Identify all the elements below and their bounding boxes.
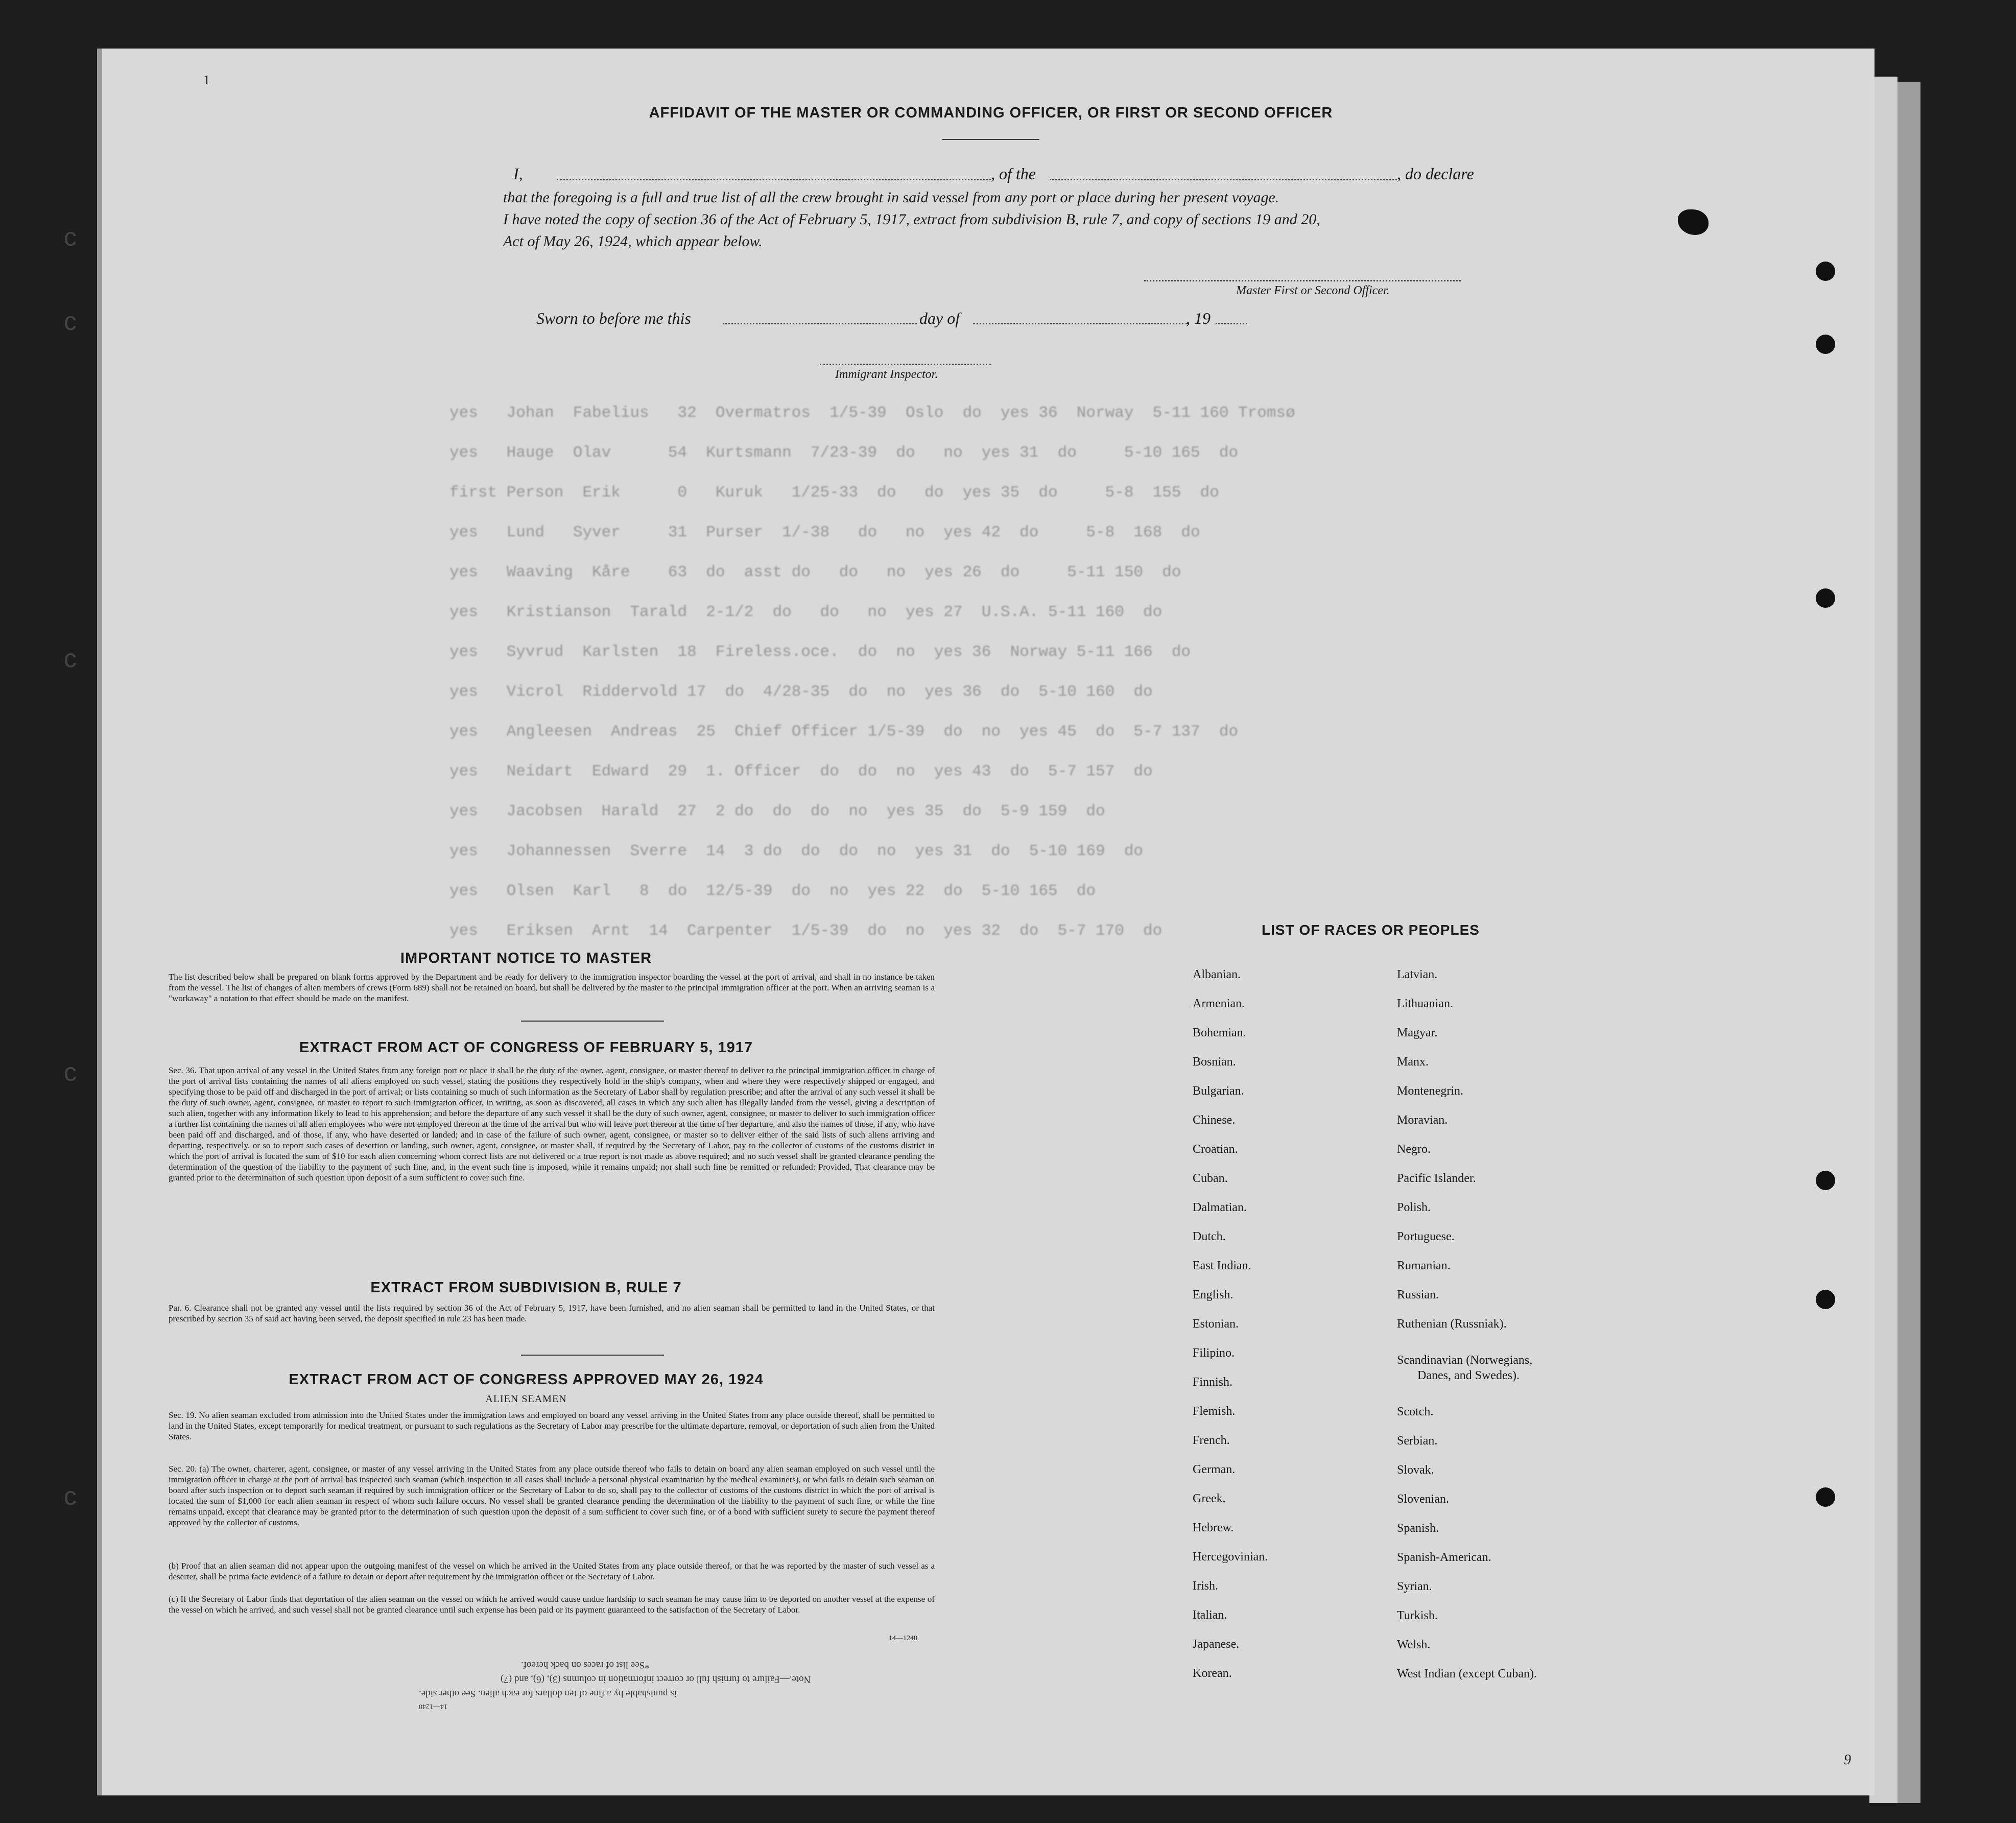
binder-clip-icon: c [64,644,77,673]
race-item: Magyar. [1397,1026,1438,1039]
form-number: 14—1240 [889,1635,917,1642]
notice-title: IMPORTANT NOTICE TO MASTER [400,950,652,966]
race-item: Portuguese. [1397,1230,1455,1243]
notice-body: The list described below shall be prepared on blank forms approved by the Department and be ready for delivery to the immigration inspector boarding the vessel at the port of arrival, and shall in no instance be taken from the vessel. The list of changes of alien members of crews (Form 689) shall not be retained on board, but shall be delivered by the master to the principal immigration officer at the port. When an arriving seaman is a "workaway" a notation to that effect should be made on the manifest. [169,972,935,1003]
race-item: Russian. [1397,1288,1439,1301]
rule7-divider [521,1355,664,1356]
race-item: Bulgarian. [1193,1084,1244,1098]
race-item: Armenian. [1193,997,1245,1010]
page-edge-shadow [1898,82,1920,1803]
race-item: Flemish. [1193,1405,1236,1418]
punch-hole [1816,588,1835,608]
race-item: Bosnian. [1193,1055,1236,1069]
binder-clip-icon: c [64,307,77,336]
extract-1917-title: EXTRACT FROM ACT OF CONGRESS OF FEBRUARY 5, 1917 [299,1039,753,1056]
i-label: I, [513,164,523,183]
reverse-note-4: 14—1240 [419,1702,447,1710]
race-item: Chinese. [1193,1114,1236,1127]
punch-hole [1816,335,1835,354]
race-item: Spanish-American. [1397,1551,1491,1564]
race-item: French. [1193,1434,1230,1447]
vessel-name-field[interactable] [1050,179,1397,180]
officer-name-field[interactable] [557,179,991,180]
race-item: Spanish. [1397,1522,1439,1535]
race-item: Serbian. [1397,1434,1438,1448]
reverse-note-2: Note.—Failure to furnish full or correct information in columns (3), (6), and (7) [501,1674,811,1685]
race-item: West Indian (except Cuban). [1397,1667,1537,1680]
of-the-label: , of the [991,164,1036,183]
race-item: Estonian. [1193,1317,1239,1331]
punch-hole [1816,1487,1835,1507]
race-item: Pacific Islander. [1397,1172,1476,1185]
binder-clip-icon: c [64,223,77,251]
title-underline [942,139,1039,140]
notice-divider [521,1021,664,1022]
race-item: Latvian. [1397,968,1438,981]
race-item: Irish. [1193,1579,1218,1593]
race-item: Bohemian. [1193,1026,1246,1039]
extract-1924-sec20a: Sec. 20. (a) The owner, charterer, agent, consignee, or master of any vessel arriving in the United States from any place outside thereof who fails to detain on board any alien seaman employed on such vessel until the immigration officer in charge at the port of arrival has inspected such seaman (which inspection in all cases shall include a personal physical examination by the medical examiners), or who fails to detain such seaman on board after such inspection or to deport such seaman if required by such immigration officer or the Secretary of Labor to do so, shall pay to the collector of customs of the customs district in which the port of arrival is located the sum of $1,000 for each alien seaman in respect of whom such failure occurs. No vessel shall be granted clearance pending the determination of the liability to the payment of such fine, or while the fine remains unpaid, except that clearance may be granted prior to the determination of such question upon the deposit of a sum sufficient to cover such fine, or of a bond with sufficient surety to secure the payment thereof approved by the collector of customs. [169,1464,935,1527]
bleed-through-rows: yes Johan Fabelius 32 Overmatros 1/5-39 Oslo do yes 36 Norway 5-11 160 Tromsø yes Hauge Olav 54 Kurtsmann 7/23-39 do no yes 31 do 5-10 165 do first Person Erik 0 Kuruk 1/25-33 do do yes 35 do 5-8 155 do yes Lund Syver 31 Purser 1/-38 do no yes 42 do 5-8 168 do yes Waaving Kåre 63 do asst do do no yes 26 do 5-11 150 do yes Kristianson Tarald 2-1/2 do do no yes 27 U.S.A. 5-11 160 do yes Syvrud Karlsten 18 Fireless.oce. do no yes 36 Norway 5-11 166 do yes Vicrol Riddervold 17 do 4/28-35 do no yes 36 do 5-10 160 do yes Angleesen Andreas 25 Chief Officer 1/5-39 do no yes 45 do 5-7 137 do yes Neidart Edward 29 1. Officer do do no yes 43 do 5-7 157 do yes Jacobsen Harald 27 2 do do do no yes 35 do 5-9 159 do yes Johannessen Sverre 14 3 do do do no yes 31 do 5-10 169 do yes Olsen Karl 8 do 12/5-39 do no yes 22 do 5-10 165 do yes Eriksen Arnt 14 Carpenter 1/5-39 do no yes 32 do 5-7 170 do [449,404,1295,940]
declaration-line-1: that the foregoing is a full and true list of all the crew brought in said vessel from any port or place during her present voyage. [503,189,1279,206]
race-item: Moravian. [1397,1114,1448,1127]
reverse-note-1: *See list of races on back hereof. [521,1660,650,1670]
binder-clip-icon: c [64,1482,77,1510]
race-item: Rumanian. [1397,1259,1451,1272]
race-item: Dutch. [1193,1230,1226,1243]
extract-1924-sec19: Sec. 19. No alien seaman excluded from admission into the United States under the immigration laws and employed on board any vessel arriving in the United States from any place outside thereof, shall be permitted to land in the United States, except temporarily for medical treatment, or pursuant to such regulations as the Secretary of Labor may prescribe for the ultimate departure, removal, or deportation of such alien from the United States. [169,1410,935,1441]
race-item: Finnish. [1193,1376,1233,1389]
race-item: Slovenian. [1397,1493,1449,1506]
punch-hole [1816,1290,1835,1309]
race-item: Polish. [1397,1201,1431,1214]
race-item: Hercegovinian. [1193,1550,1268,1564]
race-item: German. [1193,1463,1236,1476]
punch-hole [1816,262,1835,281]
extract-1917-body: Sec. 36. That upon arrival of any vessel in the United States from any foreign port or place it shall be the duty of the owner, agent, consignee, or master thereof to deliver to the principal immigration officer in charge of the port of arrival lists containing the names of all aliens employed on such vessel, stating the positions they respectively hold in the ship's company, when and where they were respectively shipped or engaged, and specifying those to be paid off and discharged in the port of arrival; or lists containing so much of such information as the Secretary of Labor shall by regulation prescribe; and after the arrival of any such vessel it shall be the duty of such owner, agent, consignee, or master to report to such immigration officer, in writing, as soon as discovered, all cases in which any such alien has illegally landed from the vessel, giving a description of such alien, together with any information likely to lead to his apprehension; and before the departure of any such vessel it shall be the duty of such owner, agent, consignee, or master to deliver to such immigration officer a further list containing the names of all alien employees who were not employed thereon at the time of the arrival but who will leave port thereon at the time of her departure, and also the names of those, if any, who have been paid off and discharged, and of those, if any, who have deserted or landed; and in case of the failure of such owner, agent, consignee, or master so to deliver either of the said lists of such aliens arriving and departing, respectively, or so to report such cases of desertion or landing, such owner, agent, consignee, or master shall, if required by the Secretary of Labor, pay to the collector of customs of the customs district in which the port of arrival is located the sum of $10 for each alien concerning whom correct lists are not delivered or a true report is not made as above required; and no such vessel shall be granted clearance pending the determination of the question of the liability to the payment of such fine, and, in the event such fine is imposed, while it remains unpaid; nor shall such fine be remitted or refunded: Provided, That clearance may be granted prior to the determination of such question upon deposit of a sum sufficient to cover such fine. [169,1066,935,1182]
extract-1924-sec20c: (c) If the Secretary of Labor finds that deportation of the alien seaman on the vessel on which he arrived would cause undue hardship to such seaman he may cause him to be deported on another vessel at the expense of the vessel on which he arrived, and such vessel shall not be granted clearance until such expense has been paid or its payment guaranteed to the satisfaction of the Secretary of Labor. [169,1594,935,1615]
race-item: Scandinavian (Norwegians, [1397,1354,1533,1367]
inspector-label: Immigrant Inspector. [835,368,938,381]
race-item: Montenegrin. [1397,1084,1463,1098]
sworn-year-field[interactable] [1216,323,1247,324]
race-item: Turkish. [1397,1609,1438,1622]
race-item: Filipino. [1193,1346,1235,1360]
race-item: Korean. [1193,1667,1232,1680]
race-item: Italian. [1193,1608,1227,1622]
day-of-label: day of [919,309,960,327]
affidavit-title: AFFIDAVIT OF THE MASTER OR COMMANDING OFFICER, OR FIRST OR SECOND OFFICER [649,105,1333,121]
races-title: LIST OF RACES OR PEOPLES [1262,922,1480,938]
page-corner-number: 1 [203,73,210,87]
race-item: Negro. [1397,1143,1431,1156]
master-signature-label: Master First or Second Officer. [1236,284,1390,297]
master-signature-field[interactable] [1144,280,1461,281]
race-item: Hebrew. [1193,1521,1234,1534]
declaration-line-2: I have noted the copy of section 36 of the Act of February 5, 1917, extract from subdivision B, rule 7, and copy of sections 19 and 20, [503,211,1320,228]
race-item: Japanese. [1193,1638,1240,1651]
race-item: Cuban. [1193,1172,1228,1185]
race-item: Scotch. [1397,1405,1434,1418]
race-item: Syrian. [1397,1580,1432,1593]
race-item: Dalmatian. [1193,1201,1247,1214]
race-item: East Indian. [1193,1259,1251,1272]
race-item: Greek. [1193,1492,1226,1505]
year-label: , 19 [1186,309,1211,327]
inspector-signature-field[interactable] [820,364,991,365]
reverse-note-3: is punishable by a fine of ten dollars for each alien. See other side. [419,1688,677,1699]
extract-1924-title: EXTRACT FROM ACT OF CONGRESS APPROVED MAY 26, 1924 [289,1371,764,1388]
extract-rule7-title: EXTRACT FROM SUBDIVISION B, RULE 7 [370,1280,682,1296]
sworn-day-field[interactable] [723,323,917,324]
extract-1924-subtitle: ALIEN SEAMEN [485,1393,567,1405]
race-item: English. [1193,1288,1234,1301]
page-number: 9 [1844,1752,1851,1768]
race-item: Danes, and Swedes). [1417,1369,1520,1382]
race-item: Manx. [1397,1055,1429,1069]
race-item: Welsh. [1397,1638,1431,1651]
race-item: Lithuanian. [1397,997,1453,1010]
race-item: Slovak. [1397,1463,1434,1477]
do-declare-label: , do declare [1397,164,1474,183]
race-item: Ruthenian (Russniak). [1397,1317,1507,1331]
sworn-month-field[interactable] [973,323,1188,324]
extract-1924-sec20b: (b) Proof that an alien seaman did not appear upon the outgoing manifest of the vessel on which he arrived in the United States from any place outside thereof, or that he was reported by the master of such vessel as a deserter, shall be prima facie evidence of a failure to detain or deport after requirement by the immigration officer or the Secretary of Labor. [169,1561,935,1581]
race-item: Croatian. [1193,1143,1238,1156]
race-item: Albanian. [1193,968,1241,981]
declaration-line-3: Act of May 26, 1924, which appear below. [503,233,763,250]
sworn-label: Sworn to before me this [536,309,691,327]
extract-rule7-body: Par. 6. Clearance shall not be granted any vessel until the lists required by section 36 of the Act of February 5, 1917, have been furnished, and no alien seaman shall be permitted to land in the United States, or that prescribed by section 35 of said act having been served, the deposit specified in rule 23 has been made. [169,1303,935,1323]
binder-clip-icon: c [64,1058,77,1086]
punch-hole [1816,1171,1835,1190]
